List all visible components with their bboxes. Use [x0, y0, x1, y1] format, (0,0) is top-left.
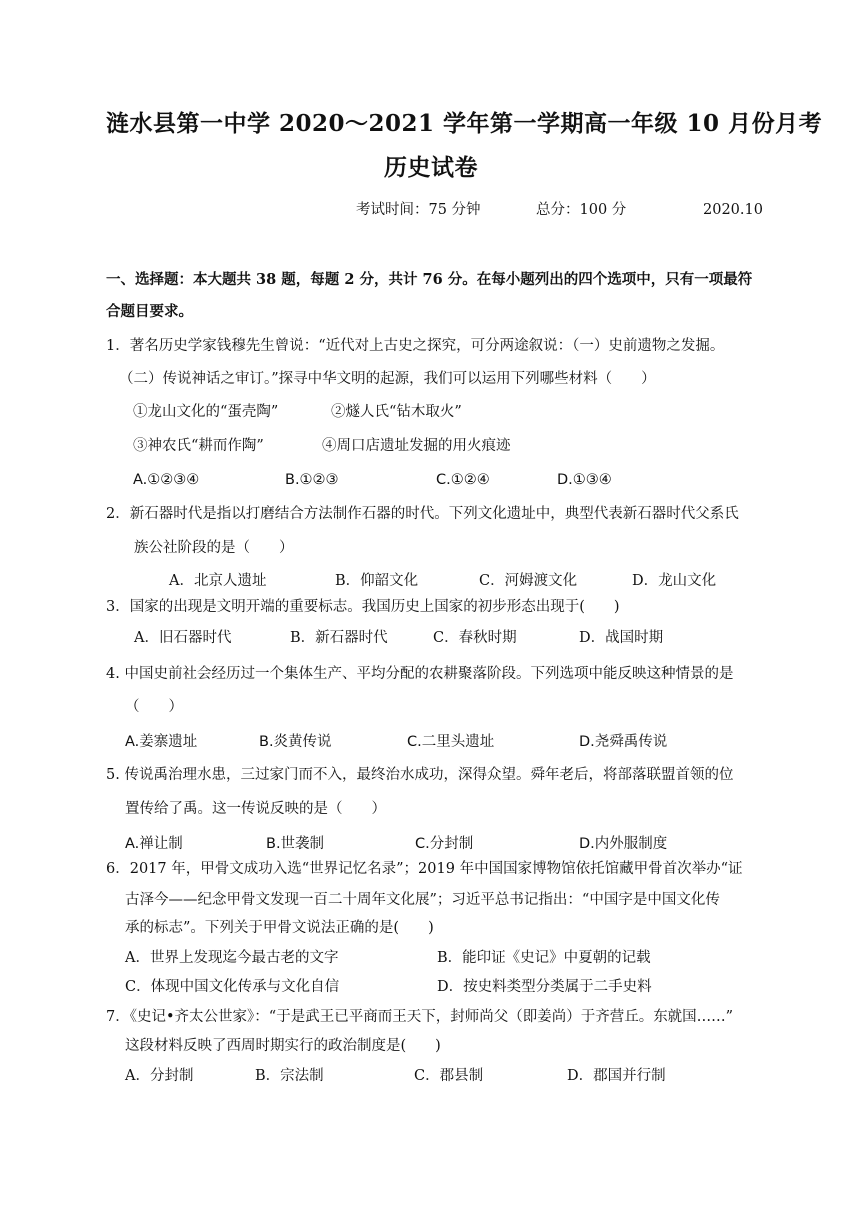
- question-6-option-d[interactable]: D．按史料类型分类属于二手史料: [437, 979, 652, 995]
- section-heading-line1: 一、选择题：本大题共 38 题，每题 2 分，共计 76 分。在每小题列出的四个选项中，只有一项最符: [106, 271, 753, 288]
- question-2-option-a[interactable]: A．北京人遗址: [169, 573, 267, 589]
- exam-title-line2: 历史试卷: [384, 154, 478, 181]
- question-7-stem-line2: 这段材料反映了西周时期实行的政治制度是( ): [125, 1038, 441, 1054]
- question-5-option-b[interactable]: B.世袭制: [266, 836, 325, 852]
- question-7-option-a[interactable]: A．分封制: [125, 1068, 194, 1084]
- question-5-option-a[interactable]: A.禅让制: [125, 836, 183, 852]
- question-1-material-2: ②燧人氏“钻木取火”: [331, 404, 462, 420]
- question-1-material-4: ④周口店遗址发掘的用火痕迹: [322, 438, 511, 454]
- question-1-option-a[interactable]: A.①②③④: [133, 472, 200, 488]
- total-score: 总分：100 分: [536, 202, 627, 218]
- question-6-option-b[interactable]: B．能印证《史记》中夏朝的记载: [437, 950, 651, 966]
- question-6-option-a[interactable]: A．世界上发现迄今最古老的文字: [125, 950, 339, 966]
- question-5-stem-line2: 置传给了禹。这一传说反映的是（ ）: [125, 801, 386, 817]
- question-2-option-d[interactable]: D．龙山文化: [632, 573, 717, 589]
- question-4-stem-line1: 4. 中国史前社会经历过一个集体生产、平均分配的农耕聚落阶段。下列选项中能反映这种情景的是: [106, 666, 734, 682]
- question-1-stem-line2: （二）传说神话之审订。”探寻中华文明的起源，我们可以运用下列哪些材料（ ）: [119, 371, 656, 387]
- exam-title-line1: 涟水县第一中学 2020～2021 学年第一学期高一年级 10 月份月考: [106, 110, 823, 137]
- question-2-stem-line2: 族公社阶段的是（ ）: [134, 540, 294, 556]
- question-6-option-c[interactable]: C．体现中国文化传承与文化自信: [125, 979, 340, 995]
- question-3-stem-line1: 3．国家的出现是文明开端的重要标志。我国历史上国家的初步形态出现于( ): [106, 599, 620, 615]
- question-1-material-1: ①龙山文化的“蛋壳陶”: [133, 404, 279, 420]
- question-5-option-c[interactable]: C.分封制: [415, 836, 474, 852]
- question-2-option-b[interactable]: B．仰韶文化: [335, 573, 419, 589]
- question-7-option-d[interactable]: D．郡国并行制: [567, 1068, 666, 1084]
- question-6-stem-line2: 古泽今——纪念甲骨文发现一百二十周年文化展”；习近平总书记指出：“中国字是中国文化传: [125, 892, 720, 908]
- question-5-stem-line1: 5. 传说禹治理水患，三过家门而不入，最终治水成功，深得众望。舜年老后，将部落联盟首领的位: [106, 767, 734, 783]
- question-5-option-d[interactable]: D.内外服制度: [579, 836, 668, 852]
- exam-time: 考试时间：75 分钟: [356, 202, 481, 218]
- question-3-option-d[interactable]: D．战国时期: [579, 630, 664, 646]
- question-1-option-d[interactable]: D.①③④: [557, 472, 612, 488]
- exam-date: 2020.10: [703, 202, 763, 218]
- question-6-stem-line3: 承的标志”。下列关于甲骨文说法正确的是( ): [125, 920, 434, 936]
- question-3-option-b[interactable]: B．新石器时代: [290, 630, 388, 646]
- question-4-option-a[interactable]: A.姜寨遗址: [125, 734, 198, 750]
- question-3-option-c[interactable]: C．春秋时期: [433, 630, 517, 646]
- question-1-option-b[interactable]: B.①②③: [285, 472, 339, 488]
- question-1-stem-line1: 1．著名历史学家钱穆先生曾说：“近代对上古史之探究，可分两途叙说：（一）史前遗物之发掘。: [106, 338, 725, 354]
- question-4-option-b[interactable]: B.炎黄传说: [259, 734, 332, 750]
- question-7-option-c[interactable]: C．郡县制: [414, 1068, 484, 1084]
- question-7-stem-line1: 7．《史记•齐太公世家》：“于是武王已平商而王天下，封师尚父（即姜尚）于齐营丘。东就国……”: [106, 1009, 734, 1025]
- section-heading-line2: 合题目要求。: [106, 303, 193, 320]
- question-2-option-c[interactable]: C．河姆渡文化: [479, 573, 578, 589]
- question-7-option-b[interactable]: B．宗法制: [255, 1068, 324, 1084]
- question-6-stem-line1: 6．2017 年，甲骨文成功入选“世界记忆名录”；2019 年中国国家博物馆依托馆藏甲骨首次举办“证: [106, 861, 743, 877]
- question-4-option-c[interactable]: C.二里头遗址: [407, 734, 495, 750]
- question-4-option-d[interactable]: D.尧舜禹传说: [579, 734, 668, 750]
- question-2-stem-line1: 2．新石器时代是指以打磨结合方法制作石器的时代。下列文化遗址中，典型代表新石器时代父系氏: [106, 506, 739, 522]
- question-1-material-3: ③神农氏“耕而作陶”: [133, 438, 264, 454]
- question-3-option-a[interactable]: A．旧石器时代: [134, 630, 232, 646]
- question-4-stem-line2: （ ）: [125, 699, 183, 715]
- question-1-option-c[interactable]: C.①②④: [436, 472, 490, 488]
